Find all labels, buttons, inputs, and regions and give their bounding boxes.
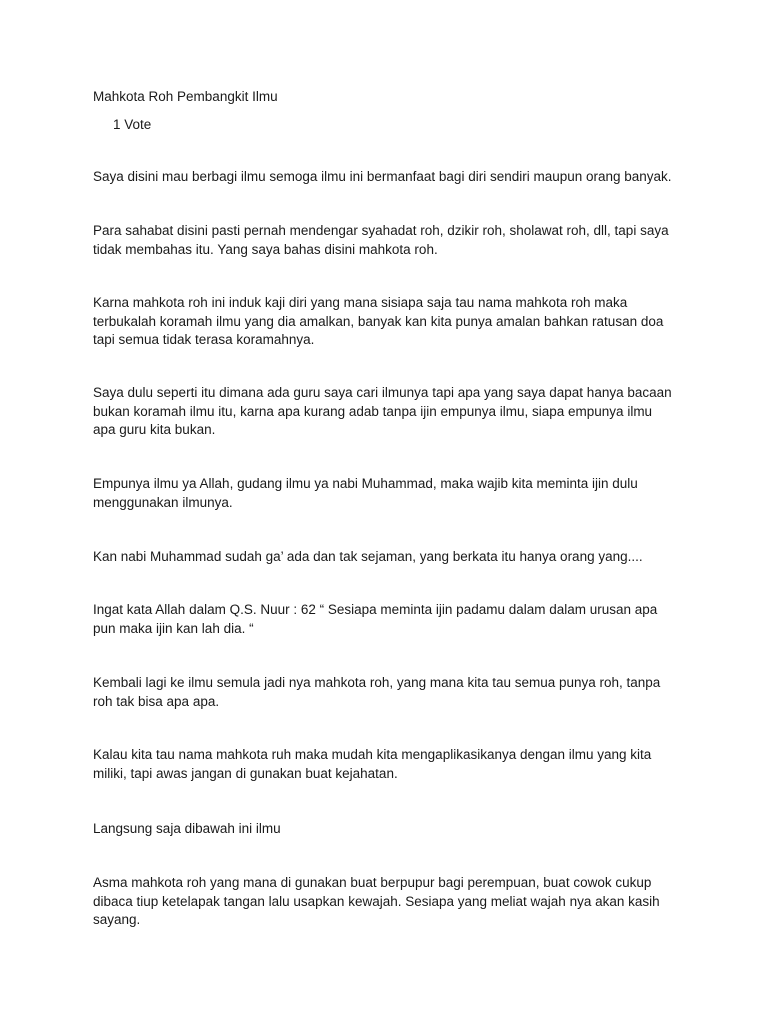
paragraph-11: Asma mahkota roh yang mana di gunakan buat berpupur bagi perempuan, buat cowok cukup dibaca tiup ketelapak tangan lalu usapkan kewajah. Sesiapa yang meliat wajah nya akan kasih sayang. [93, 875, 660, 927]
document-title: Mahkota Roh Pembangkit Ilmu [93, 89, 278, 104]
paragraph-7: Ingat kata Allah dalam Q.S. Nuur : 62 “ Sesiapa meminta ijin padamu dalam dalam urusan apa pun maka ijin kan lah dia. “ [93, 602, 658, 636]
paragraph-9: Kalau kita tau nama mahkota ruh maka mudah kita mengaplikasikanya dengan ilmu yang kita miliki, tapi awas jangan di gunakan buat kejahatan. [93, 747, 652, 781]
paragraph-10: Langsung saja dibawah ini ilmu [93, 821, 281, 836]
paragraph-4: Saya dulu seperti itu dimana ada guru saya cari ilmunya tapi apa yang saya dapat hanya bacaan bukan koramah ilmu itu, karna apa kurang adab tanpa ijin empunya ilmu, siapa empunya ilmu apa guru kita bukan. [93, 385, 672, 437]
paragraph-1: Saya disini mau berbagi ilmu semoga ilmu ini bermanfaat bagi diri sendiri maupun orang banyak. [93, 169, 672, 184]
paragraph-2: Para sahabat disini pasti pernah mendengar syahadat roh, dzikir roh, sholawat roh, dll, tapi saya tidak membahas itu. Yang saya bahas disini mahkota roh. [93, 223, 669, 257]
paragraph-5: Empunya ilmu ya Allah, gudang ilmu ya nabi Muhammad, maka wajib kita meminta ijin dulu menggunakan ilmunya. [93, 476, 638, 510]
paragraph-3: Karna mahkota roh ini induk kaji diri yang mana sisiapa saja tau nama mahkota roh maka terbukalah koramah ilmu yang dia amalkan, banyak kan kita punya amalan bahkan ratusan doa tapi semua tidak terasa koramahnya. [93, 295, 664, 347]
paragraph-8: Kembali lagi ke ilmu semula jadi nya mahkota roh, yang mana kita tau semua punya roh, tanpa roh tak bisa apa apa. [93, 675, 661, 709]
paragraph-6: Kan nabi Muhammad sudah ga’ ada dan tak sejaman, yang berkata itu hanya orang yang.... [93, 549, 643, 564]
vote-count: 1 Vote [113, 117, 152, 132]
